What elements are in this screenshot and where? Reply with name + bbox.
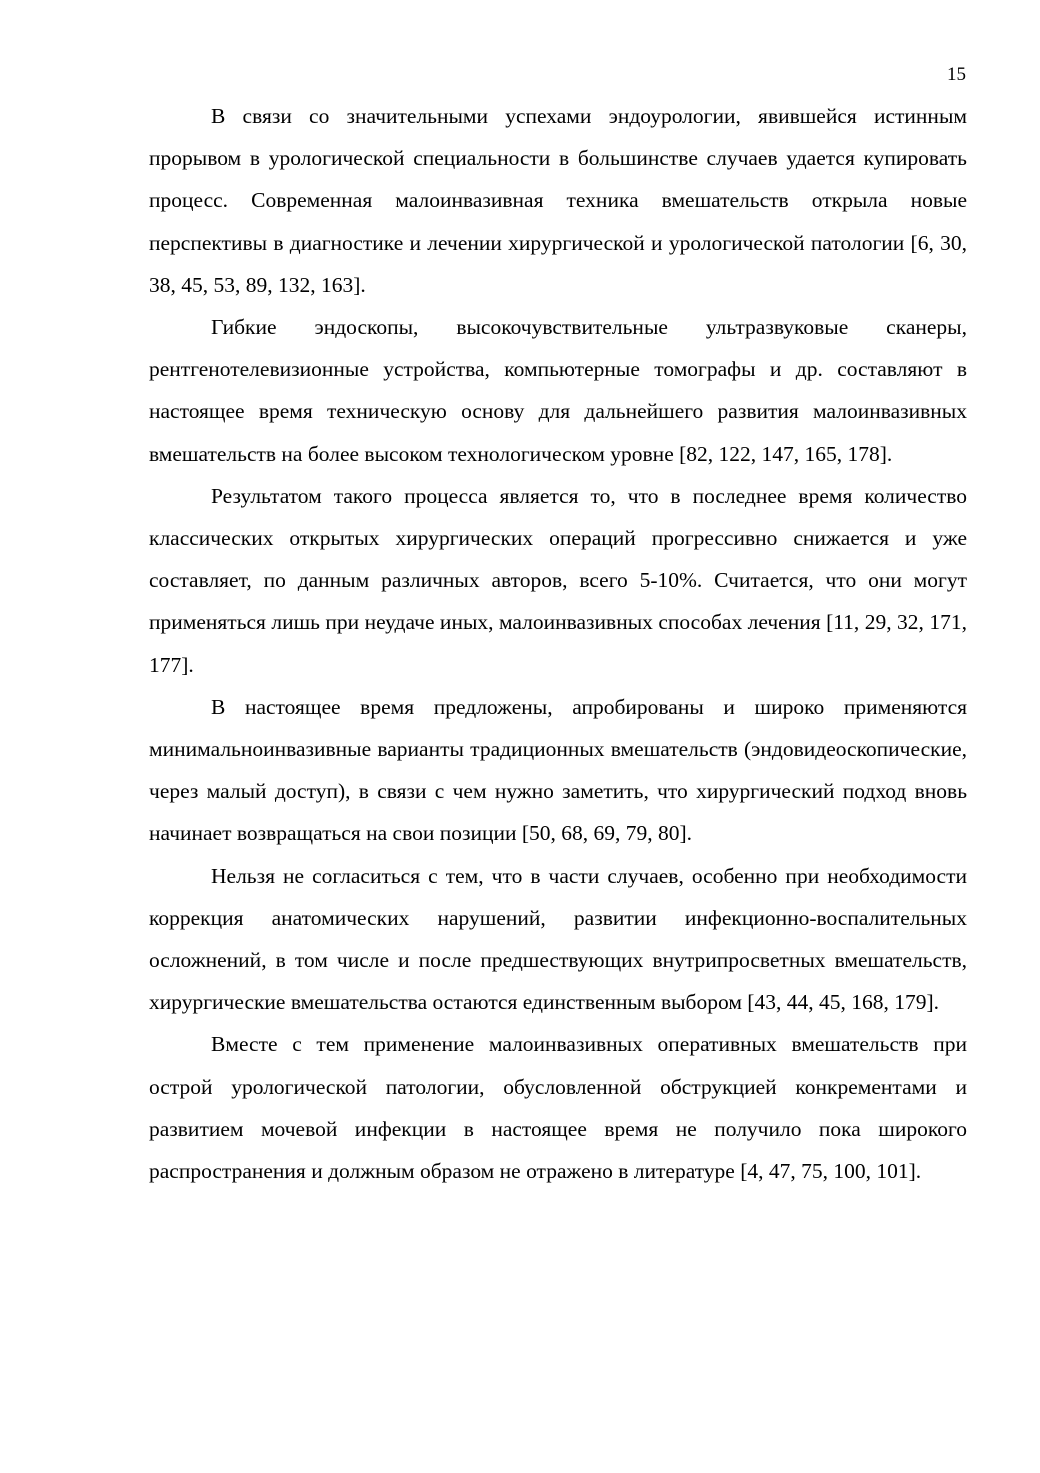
paragraph-open-surgery-decline: Результатом такого процесса является то, что в последнее время количество классических открытых хирургических операций прогрессивно снижается и уже составляет, по данным различных авторов, всего 5-10%. Считается, что они могут применяться лишь при неудаче иных, малоинвазивных способах лечения [11, 29, 32, 171, 177].	[149, 483, 967, 677]
paragraph-acute-pathology: Вместе с тем применение малоинвазивных оперативных вмешательств при острой урологической патологии, обусловленной обструкцией конкрементами и развитием мочевой инфекции в настоящее время не получило пока широкого распространения и должным образом не отражено в литературе [4, 47, 75, 100, 101].	[149, 1032, 967, 1184]
paragraph-endourology: В связи со значительными успехами эндоурологии, явившейся истинным прорывом в урологической специальности в большинстве случаев удается купировать процесс. Современная малоинвазивная техника вмешательств открыла новые перспективы в диагностике и лечении хирургической и урологической патологии [6, 30, 38, 45, 53, 89, 132, 163].	[149, 104, 967, 297]
paragraph-minimally-invasive-variants: В настоящее время предложены, апробированы и широко применяются минимальноинвазивные варианты традиционных вмешательств (эндовидеоскопические, через малый доступ), в связи с чем нужно заметить, что хирургический подход вновь начинает возвращаться на свои позиции [50, 68, 69, 79, 80].	[149, 694, 967, 846]
paragraph-surgical-necessity: Нельзя не согласиться с тем, что в части случаев, особенно при необходимости коррекция анатомических нарушений, развитии инфекционно-воспалительных осложнений, в том числе и после предшествующих внутрипросветных вмешательств, хирургические вмешательства остаются единственным выбором [43, 44, 45, 168, 179].	[149, 863, 967, 1015]
page-number: 15	[947, 64, 966, 85]
paragraph-equipment: Гибкие эндоскопы, высокочувствительные ультразвуковые сканеры, рентгенотелевизионные устройства, компьютерные томографы и др. составляют в настоящее время техническую основу для дальнейшего развития малоинвазивных вмешательств на более высоком технологическом уровне [82, 122, 147, 165, 178].	[149, 315, 967, 466]
document-body	[149, 95, 967, 1192]
